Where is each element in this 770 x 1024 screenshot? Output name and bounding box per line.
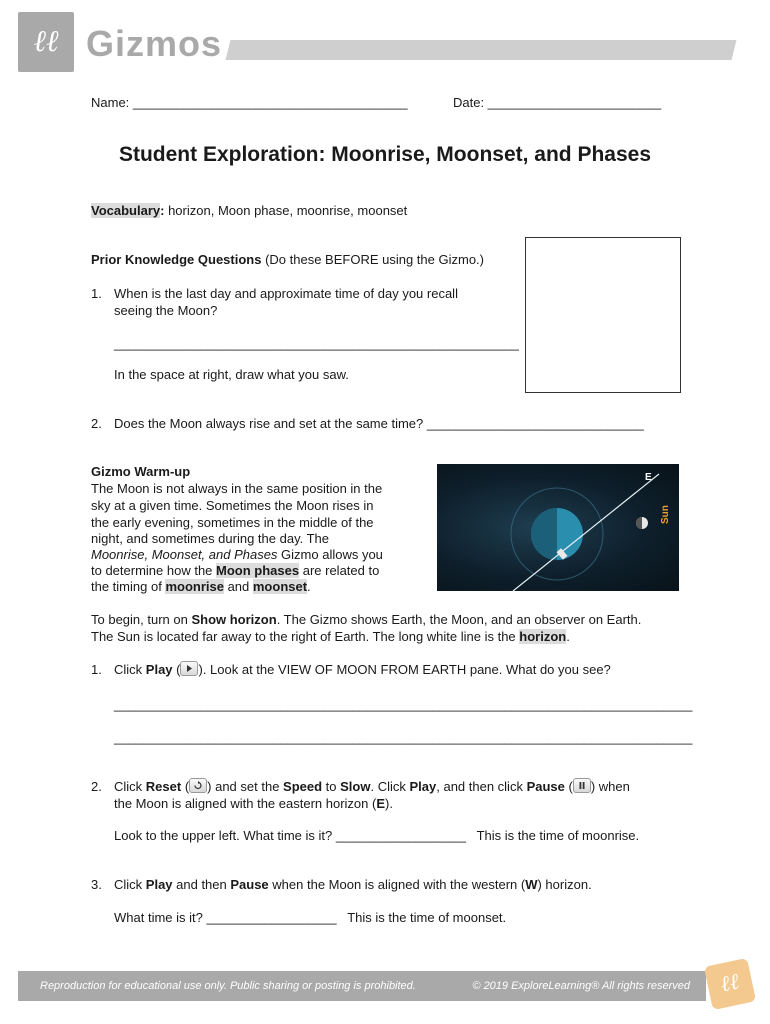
w2-text-part: , and then click	[436, 779, 527, 794]
q1-draw-instruction: In the space at right, draw what you saw.	[114, 367, 349, 382]
w2-line1	[114, 778, 630, 795]
w2-line2	[114, 795, 393, 812]
warmup-text: .	[307, 579, 311, 594]
w3-moonset-question: What time is it? __________________ This is the time of moonset.	[114, 910, 507, 925]
w3-number: 3.	[91, 877, 102, 892]
header-bar	[226, 40, 737, 60]
warmup-text: are related to	[299, 563, 380, 578]
play-term: Play	[145, 662, 173, 677]
term-moonset: moonset	[252, 579, 308, 594]
w1-answer-blank: ________________________________________________________________________________	[114, 730, 693, 745]
w1-text	[114, 661, 611, 678]
footer-copyright: © 2019 ExploreLearning® All rights reserved	[472, 980, 690, 992]
w2-text-part: ).	[385, 796, 393, 811]
w3-text-part: Click	[114, 877, 146, 892]
gizmo-screenshot	[437, 464, 679, 591]
q1-line1: When is the last day and approximate time of day you recall	[114, 286, 458, 301]
w2-text-part: Click	[114, 779, 146, 794]
warmup-text: Gizmo allows you	[277, 547, 383, 562]
pause-term: Pause	[526, 779, 565, 794]
w2-text-part: (	[564, 779, 573, 794]
term-moon-phases: Moon phases	[216, 563, 300, 578]
warmup-line: night, and sometimes during the day. The	[91, 531, 329, 546]
prior-knowledge-heading	[91, 251, 484, 268]
vocabulary-line	[91, 202, 407, 219]
q2-number: 2.	[91, 416, 102, 431]
warmup-line	[91, 562, 379, 579]
warmup-line: The Moon is not always in the same position in the	[91, 481, 383, 496]
vocabulary-label: Vocabulary	[91, 203, 161, 218]
sun-label: Sun	[660, 505, 671, 524]
q1-number: 1.	[91, 286, 102, 301]
w3-text-part: and then	[172, 877, 231, 892]
begin-line2	[91, 628, 570, 645]
reset-term: Reset	[145, 779, 182, 794]
slow-term: Slow	[340, 779, 371, 794]
w1-answer-blank: ________________________________________________________________________________	[114, 697, 693, 712]
warmup-line: the early evening, sometimes in the middle of the	[91, 515, 374, 530]
play-term: Play	[409, 779, 437, 794]
q1-line2: seeing the Moon?	[114, 303, 218, 318]
w1-text-part: (	[172, 662, 181, 677]
pause-icon	[573, 778, 591, 793]
footer-disclaimer: Reproduction for educational use only. Public sharing or posting is prohibited.	[40, 980, 416, 992]
vocabulary-colon: :	[160, 203, 165, 218]
w3-text-part: when the Moon is aligned with the western (	[268, 877, 526, 892]
term-horizon: horizon	[519, 629, 567, 644]
drawing-box	[525, 237, 681, 393]
w2-text-part: ) and set the	[207, 779, 284, 794]
reset-icon	[189, 778, 207, 793]
warmup-line	[91, 546, 383, 563]
w1-text-part: ). Look at the VIEW OF MOON FROM EARTH pane. What do you see?	[198, 662, 611, 677]
w2-text-part: . Click	[370, 779, 410, 794]
warmup-heading: Gizmo Warm-up	[91, 464, 191, 479]
w1-text-part: Click	[114, 662, 146, 677]
pause-term: Pause	[230, 877, 269, 892]
west-term: W	[525, 877, 538, 892]
east-label: E	[645, 472, 652, 483]
warmup-line	[91, 578, 311, 595]
term-moonrise: moonrise	[165, 579, 224, 594]
footer-logo-glyph: ℓℓ	[718, 969, 742, 998]
moon-shadow	[636, 517, 642, 529]
prior-heading-note: (Do these BEFORE using the Gizmo.)	[261, 252, 484, 267]
w3-line1	[114, 876, 592, 893]
warmup-line: sky at a given time. Sometimes the Moon rises in	[91, 498, 374, 513]
q1-answer-blank: ________________________________________________________	[114, 336, 519, 351]
logo-glyph: ℓℓ	[33, 24, 59, 59]
w1-number: 1.	[91, 662, 102, 677]
show-horizon-term: Show horizon	[191, 612, 277, 627]
w2-moonrise-question: Look to the upper left. What time is it? __________________ This is the time of moonrise.	[114, 828, 640, 843]
explorelearning-logo	[18, 12, 74, 72]
w3-text-part: ) horizon.	[537, 877, 592, 892]
begin-text: . The Gizmo shows Earth, the Moon, and an observer on Earth.	[276, 612, 642, 627]
w2-text-part: (	[181, 779, 190, 794]
speed-term: Speed	[283, 779, 323, 794]
begin-line1	[91, 611, 641, 628]
begin-text: .	[566, 629, 570, 644]
name-field: Name: ______________________________________	[91, 95, 408, 110]
vocabulary-terms: horizon, Moon phase, moonrise, moonset	[164, 203, 408, 218]
date-field: Date: ________________________	[453, 95, 662, 110]
footer-logo	[704, 958, 756, 1010]
gizmo-name: Moonrise, Moonset, and Phases	[91, 547, 278, 562]
warmup-text: the timing of	[91, 579, 166, 594]
footer-bar	[18, 971, 706, 1001]
play-icon	[180, 661, 198, 676]
begin-text: The Sun is located far away to the right of Earth. The long white line is the	[91, 629, 520, 644]
w2-text-part: to	[322, 779, 341, 794]
warmup-text: to determine how the	[91, 563, 217, 578]
begin-text: To begin, turn on	[91, 612, 192, 627]
w2-text-part: the Moon is aligned with the eastern horizon (	[114, 796, 377, 811]
earth-shadow	[531, 508, 557, 560]
gizmo-scene	[437, 464, 679, 591]
page-title: Student Exploration: Moonrise, Moonset, and Phases	[118, 143, 652, 166]
warmup-text: and	[223, 579, 253, 594]
brand-name: Gizmos	[86, 23, 223, 64]
w2-text-part: ) when	[590, 779, 630, 794]
prior-heading-text: Prior Knowledge Questions	[91, 252, 262, 267]
play-term: Play	[145, 877, 173, 892]
east-term: E	[376, 796, 385, 811]
q2-text: Does the Moon always rise and set at the same time? ______________________________	[114, 416, 644, 431]
w2-number: 2.	[91, 779, 102, 794]
